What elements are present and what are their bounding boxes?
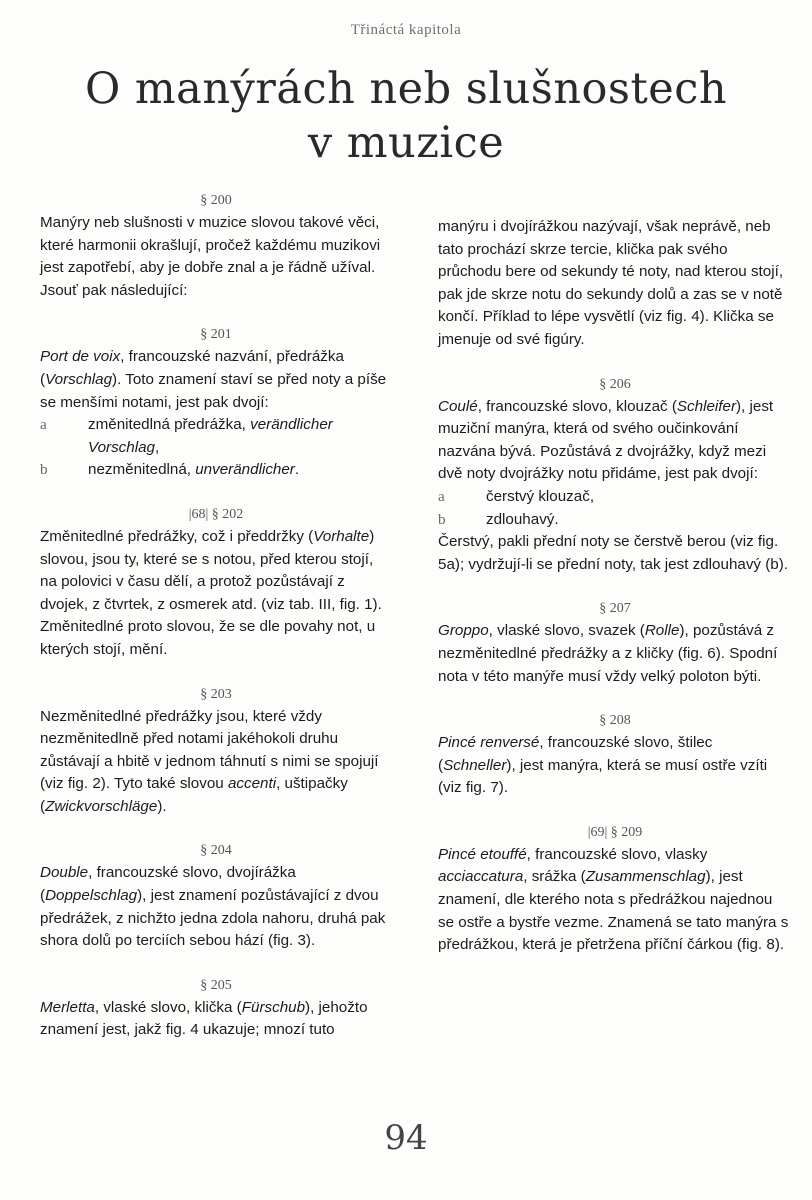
section-heading-206: § 206 xyxy=(599,376,631,392)
list-item: b nezměnitedlná, unverändlicher. xyxy=(40,461,300,479)
section-heading-208: § 208 xyxy=(599,713,631,729)
left-column xyxy=(40,190,392,1042)
section-202-text: Změnitedlné předrážky, což i předdržky (Vorhalte) slovou, jsou ty, které se s notou, před kterou stojí, na polovici v času dělí, a protož pozůstávají z dvojek, z čtvrtek, z osmerek atd. (viz tab. III, fig. 1). Změnitedlné proto slovou, že se dle povahy not, u kterých stojí, mění. xyxy=(40,527,382,658)
section-heading-204: § 204 xyxy=(200,843,232,859)
list-item: b zdlouhavý. xyxy=(438,510,559,528)
chapter-title xyxy=(0,62,812,170)
section-heading-201: § 201 xyxy=(200,327,232,343)
section-206-text-end: Čerstvý, pakli přední noty se čerstvě berou (viz fig. 5a); vydržují-li se přední noty, tak jest zdlouhavý (b). xyxy=(438,533,789,573)
section-203-text: Nezměnitedlné předrážky jsou, které vždy nezměnitedlně před notami jakéhokoli druhu zůstávají a hbitě v jednom táhnutí s nimi se spojují (viz fig. 2). Tyto také slovou accenti, uštipačky (Zwickvorschläge). xyxy=(40,707,379,815)
section-207-text: Groppo, vlaské slovo, svazek (Rolle), pozůstává z nezměnitedlné předrážky a z kličky (fig. 6). Spodní nota v této manýře musí vždy velký poloton býti. xyxy=(438,622,778,685)
chapter-label: Třináctá kapitola xyxy=(350,22,462,38)
section-heading-205: § 205 xyxy=(200,977,232,993)
section-heading-209: |69| § 209 xyxy=(587,824,643,840)
section-201-text: Port de voix, francouzské nazvání, předrážka (Vorschlag). Toto znamení staví se před noty a píše se menšími notami, jest pak dvojí: xyxy=(40,348,387,411)
list-item: a čerstvý klouzač, xyxy=(438,487,595,505)
section-206-text: Coulé, francouzské slovo, klouzač (Schleifer), jest muziční manýra, která od svého oučinkování nazvána bývá. Pozůstává z dvojrážky, když mezi dvě noty dvojrážky notu přidáme, jest pak dvojí: xyxy=(438,397,774,483)
section-heading-200: § 200 xyxy=(200,193,232,208)
list-item: a změnitedlná předrážka, verändlicher Vorschlag, xyxy=(40,416,333,456)
section-heading-203: § 203 xyxy=(200,686,232,702)
section-205-continued: manýru i dvojírážkou nazývají, však neprávě, neb tato prochází skrze tercie, klička pak svého průchodu bere od sekundy té noty, nad kterou stojí, pak jde skrze notu do sekundy dolů a zas se v notě končí. Příklad to lépe vysvětlí (viz fig. 4). Klička se jmenuje od své figúry. xyxy=(438,218,784,348)
section-208-text: Pincé renversé, francouzské slovo, štilec (Schneller), jest manýra, která se musí ostře vzíti (viz fig. 7). xyxy=(438,734,768,797)
section-200-text: Manýry neb slušnosti v muzice slovou takové věci, které harmonii okrašlují, pročež každému muzikovi jest zapotřebí, aby je dobře znal a je řádně užíval. Jsouť pak následující: xyxy=(40,214,381,299)
title-line-2: v muzice xyxy=(307,118,505,168)
right-column xyxy=(438,216,792,957)
section-205-text: Merletta, vlaské slovo, klička (Fürschub), jehožto znamení jest, jakž fig. 4 ukazuje; mnozí tuto xyxy=(40,998,368,1039)
section-heading-207: § 207 xyxy=(599,601,631,617)
section-209-text: Pincé etouffé, francouzské slovo, vlasky acciaccatura, srážka (Zusammenschlag), jest znamení, dle kterého nota s předrážkou najednou se ostře a bystře vezme. Znamená se tato manýra s předrážkou, která je přetržena příční čárkou (fig. 8). xyxy=(438,845,789,954)
page-number: 94 xyxy=(384,1118,428,1158)
section-204-text: Double, francouzské slovo, dvojírážka (Doppelschlag), jest znamení pozůstávající z dvou předrážek, z nichžto jedna zdola nahoru, druhá pak shora dolů po terciích sebou hází (fig. 3). xyxy=(40,864,386,950)
section-heading-202: |68| § 202 xyxy=(188,506,244,522)
title-line-1: O manýrách neb slušnostech xyxy=(84,64,728,114)
